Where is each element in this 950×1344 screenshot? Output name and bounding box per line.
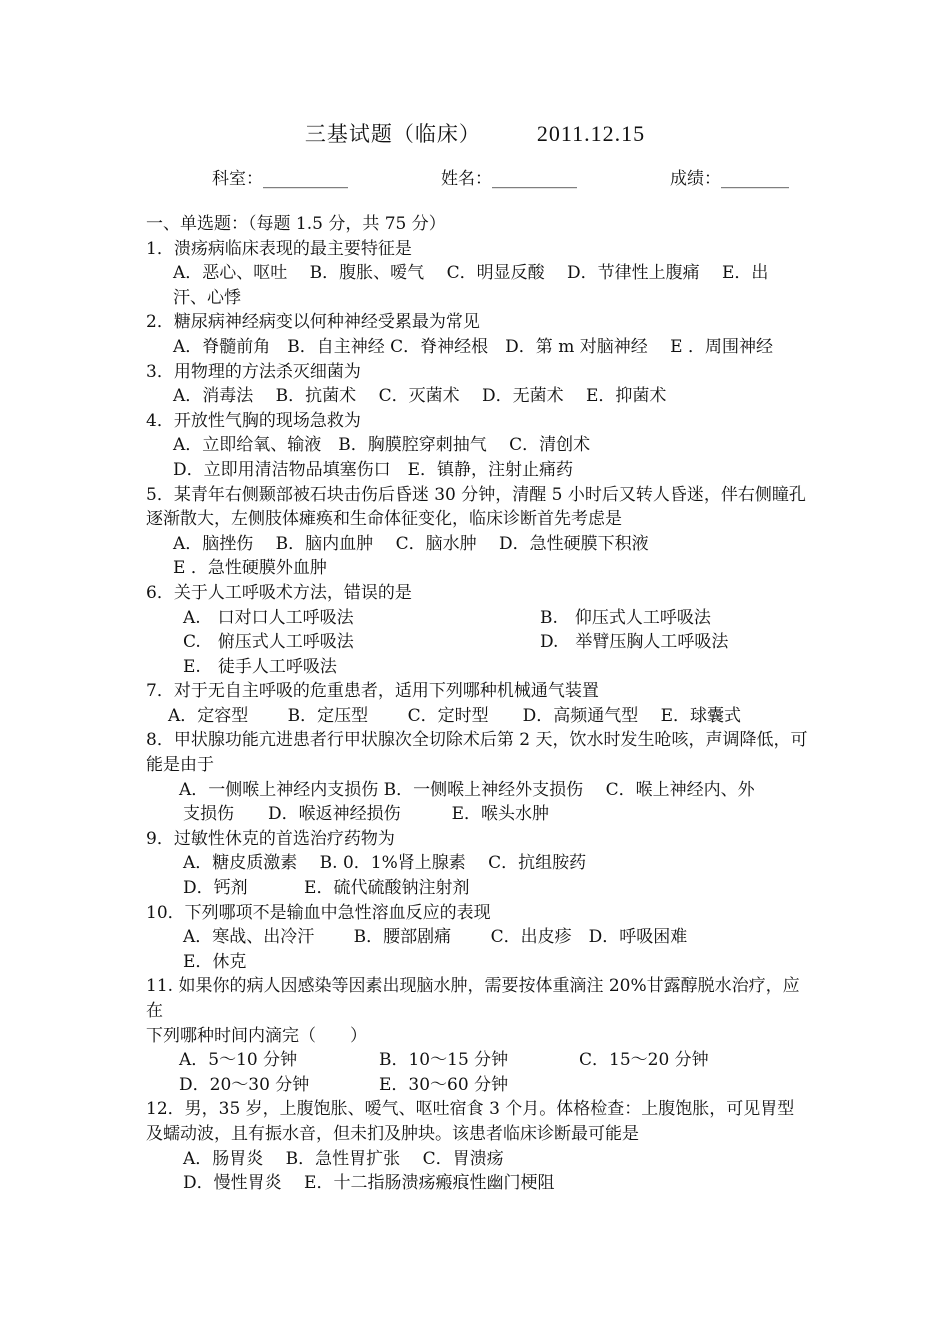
option-line: A．恶心、呕吐 B．腹胀、嗳气 C．明显反酸 D．节律性上腹痛 E．出 (173, 263, 769, 284)
option-line: A．一侧喉上神经内支损伤 B．一侧喉上神经外支损伤 C．喉上神经内、外 (179, 779, 755, 800)
question-7 (146, 679, 810, 728)
name-field[interactable]: 姓名：__________ (441, 169, 577, 189)
question-stem: 5．某青年右侧颞部被石块击伤后昏迷 30 分钟，清醒 5 小时后又转人昏迷，伴右侧瞳孔逐渐散大，左侧肢体瘫痪和生命体征变化，临床诊断首先考虑是 (146, 484, 806, 530)
dept-field[interactable]: 科室：__________ (212, 169, 348, 189)
option-row (146, 1073, 810, 1098)
question-stem: 2．糖尿病神经病变以何种神经受累最为常见 (146, 312, 480, 333)
question-3 (146, 360, 810, 409)
question-stem: 4．开放性气胸的现场急救为 (146, 410, 361, 431)
question-stem: 10．下列哪项不是输血中急性溶血反应的表现 (146, 902, 491, 923)
question-stem: 9．过敏性休克的首选治疗药物为 (146, 828, 395, 849)
option-d: D．20～30 分钟 (179, 1074, 310, 1095)
question-stem: 1．溃疡病临床表现的最主要特征是 (146, 238, 412, 259)
option-b: B．10～15 分钟 (379, 1050, 509, 1071)
option-line: D．立即用清洁物品填塞伤口 E．镇静，注射止痛药 (173, 459, 574, 480)
option-line: A．寒战、出冷汗 B．腰部剧痛 C．出皮疹 D．呼吸困难 (183, 927, 688, 948)
question-4 (146, 409, 810, 483)
title-text: 三基试题（临床） (304, 122, 481, 146)
option-a: A. 口对口人工呼吸法 (183, 607, 354, 628)
option-line: 支损伤 D．喉返神经损伤 E．喉头水肿 (183, 804, 550, 825)
option-line: D．钙剂 E．硫代硫酸钠注射剂 (183, 878, 470, 899)
section-heading: 一、单选题：（每题 1.5 分，共 75 分） (146, 214, 446, 234)
option-line: 汗、心悸 (173, 287, 241, 308)
question-stem: 11. 如果你的病人因感染等因素出现脑水肿，需要按体重滴注 20%甘露醇脱水治疗，应在 (146, 976, 800, 1021)
question-stem-continued: 下列哪种时间内滴完（ ） (146, 1025, 367, 1046)
question-stem: 3．用物理的方法杀灭细菌为 (146, 361, 361, 382)
option-c: C. 俯压式人工呼吸法 (183, 632, 354, 653)
option-d: D. 举臂压胸人工呼吸法 (540, 632, 729, 653)
option-e: E. 徒手人工呼吸法 (183, 656, 337, 677)
score-field[interactable]: 成绩：________ (670, 169, 789, 189)
option-line: E ．急性硬膜外血肿 (173, 558, 327, 579)
option-b: B. 仰压式人工呼吸法 (540, 607, 711, 628)
option-line: A．糖皮质激素 B. 0．1%肾上腺素 C．抗组胺药 (183, 853, 587, 874)
option-row (146, 630, 810, 655)
question-list (146, 212, 810, 1196)
option-line: A．脊髓前角 B．自主神经 C．脊神经根 D．第 m 对脑神经 E ．周围神经 (173, 336, 773, 357)
question-stem: 8．甲状腺功能亢进患者行甲状腺次全切除术后第 2 天，饮水时发生呛咳，声调降低，可能是由于 (146, 730, 808, 776)
option-a: A．5～10 分钟 (179, 1050, 298, 1071)
option-line: D．慢性胃炎 E．十二指肠溃疡瘢痕性幽门梗阻 (183, 1173, 555, 1194)
question-6 (146, 581, 810, 679)
option-line: A．肠胃炎 B．急性胃扩张 C．胃溃疡 (183, 1148, 504, 1169)
question-stem: 12．男，35 岁，上腹饱胀、嗳气、呕吐宿食 3 个月。体格检查：上腹饱胀，可见胃型及蠕动波，且有振水音，但未扪及肿块。该患者临床诊断最可能是 (146, 1099, 795, 1144)
option-line: A．脑挫伤 B．脑内血肿 C．脑水肿 D．急性硬膜下积液 (173, 533, 649, 554)
question-8 (146, 728, 810, 826)
question-5 (146, 483, 810, 581)
question-10 (146, 901, 810, 975)
question-9 (146, 827, 810, 901)
option-row (146, 1048, 810, 1073)
question-1 (146, 237, 810, 311)
exam-title (0, 118, 950, 148)
option-line: A．消毒法 B．抗菌术 C．灭菌术 D．无菌术 E．抑菌术 (173, 386, 667, 407)
option-line: A．定容型 B．定压型 C．定时型 D．高频通气型 E．球囊式 (168, 705, 742, 726)
option-row (146, 655, 810, 680)
question-2 (146, 310, 810, 359)
question-11 (146, 974, 810, 1097)
option-row (146, 606, 810, 631)
exam-date: 2011.12.15 (536, 121, 646, 146)
question-stem: 7．对于无自主呼吸的危重患者，适用下列哪种机械通气装置 (146, 681, 599, 702)
option-line: E．休克 (183, 951, 247, 972)
option-line: A．立即给氧、输液 B．胸膜腔穿刺抽气 C．清创术 (173, 435, 591, 456)
question-12 (146, 1097, 810, 1195)
option-e: E．30～60 分钟 (379, 1074, 509, 1095)
question-stem: 6．关于人工呼吸术方法，错误的是 (146, 582, 412, 603)
option-c: C．15～20 分钟 (579, 1050, 709, 1071)
